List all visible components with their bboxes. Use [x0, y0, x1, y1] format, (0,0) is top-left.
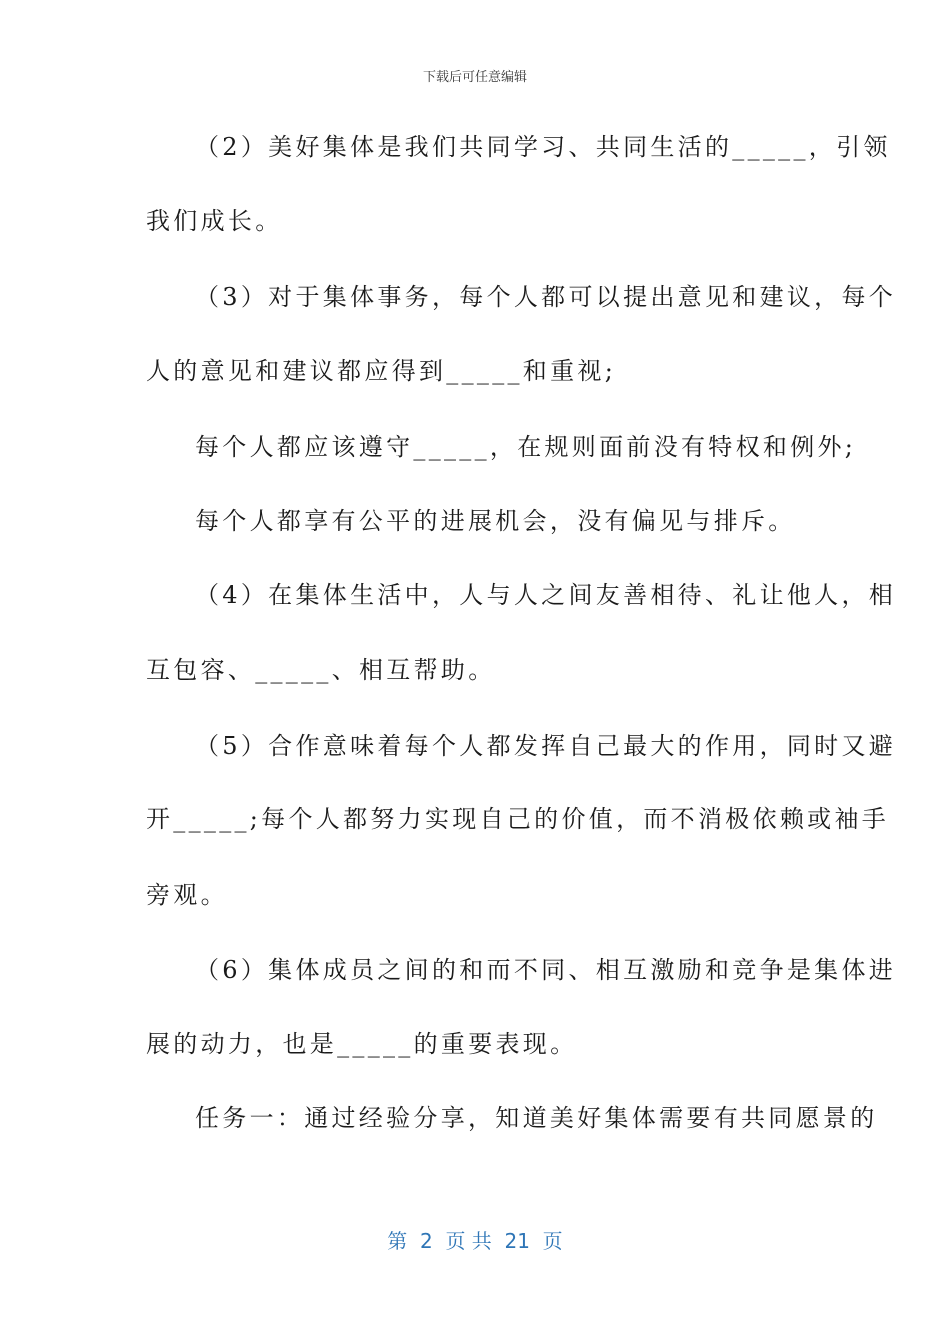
- paragraph-line: 人的意见和建议都应得到_____和重视;: [146, 357, 617, 385]
- paragraph-line: （6）集体成员之间的和而不同、相互激励和竞争是集体进: [195, 956, 897, 984]
- paragraph-line: 每个人都应该遵守_____，在规则面前没有特权和例外;: [195, 433, 857, 461]
- paragraph-line: 每个人都享有公平的进展机会，没有偏见与排斥。: [195, 507, 796, 535]
- paragraph-line: 展的动力，也是_____的重要表现。: [146, 1030, 578, 1058]
- paragraph-line: 任务一：通过经验分享，知道美好集体需要有共同愿景的: [195, 1104, 878, 1132]
- paragraph-line: （4）在集体生活中，人与人之间友善相待、礼让他人，相: [195, 581, 897, 609]
- paragraph-line: （2）美好集体是我们共同学习、共同生活的_____，引领: [195, 133, 891, 161]
- paragraph-line: 互包容、_____、相互帮助。: [146, 656, 496, 684]
- page-number-footer: 第 2 页 共 21 页: [387, 1229, 563, 1253]
- paragraph-line: 我们成长。: [146, 207, 283, 235]
- paragraph-line: 旁观。: [146, 881, 228, 909]
- paragraph-line: （3）对于集体事务，每个人都可以提出意见和建议，每个: [195, 283, 897, 311]
- page-header: 下载后可任意编辑: [422, 70, 527, 85]
- paragraph-line: 开_____;每个人都努力实现自己的价值，而不消极依赖或袖手: [146, 805, 890, 833]
- paragraph-line: （5）合作意味着每个人都发挥自己最大的作用，同时又避: [195, 732, 897, 760]
